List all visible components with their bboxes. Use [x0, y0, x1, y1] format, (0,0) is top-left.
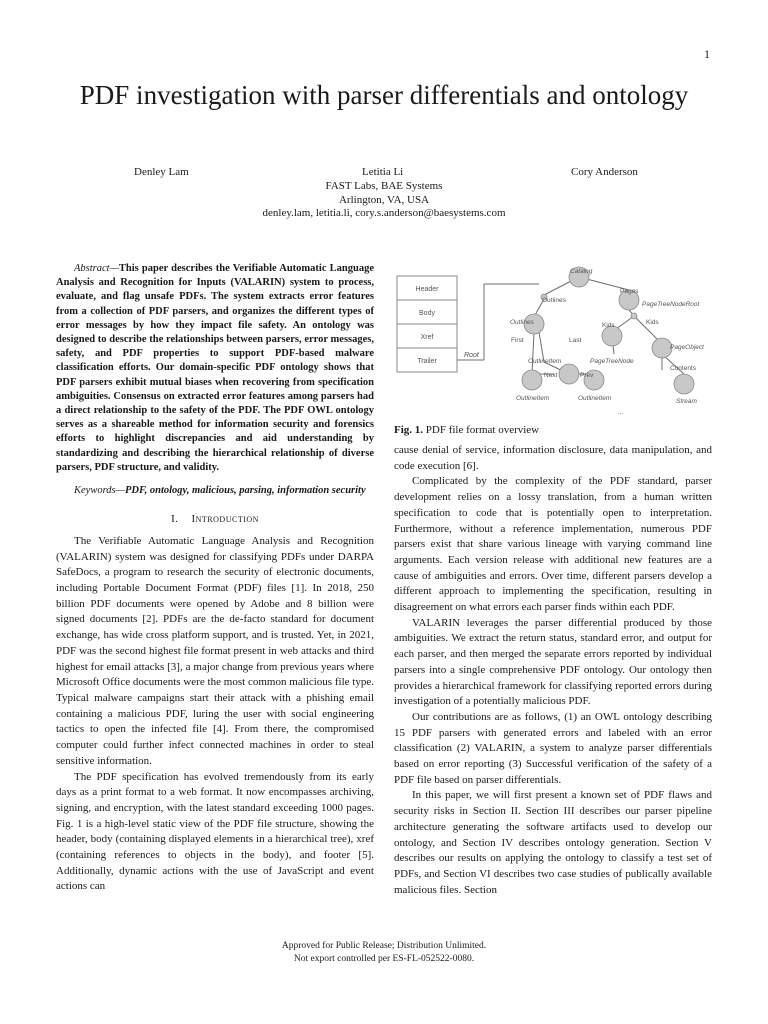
- label-last: Last: [569, 337, 582, 344]
- abstract-text: This paper describes the Verifiable Automatic Language Analysis and Recognition for Inputs (VALARIN) system to process, evaluate, and flag unsafe PDFs. The system extracts error features from a collection of PDF parsers, and organizes the different types of error messages by how they impact file safety. An ontology was designed to describe the relationships between parsers, error messages, safety, and PDF properties to support PDF-based malware classification efforts. Our domain-specific PDF ontology shows that PDF parsers exhibit mutual biases when recovering from specification ambiguities. Consensus on extracted error features among parsers had a direct relationship to the safety of the PDF. The PDF OWL ontology serves as a shareable method for information security and forensics efforts to highlight discrepancies and aid understanding by standardizing and describing the hierarchical relationship of diverse parsers, PDF structure, and validity.: [56, 263, 374, 473]
- paragraph: Complicated by the complexity of the PDF standard, parser development relies on a lossy translation, from a human written specification to code that is potentially open to interpretation. Furthermore, without a reference implementation, numerous PDF parsers exist that share various lineage with varying command line arguments. Each version release with additional new features are a cause of ambiguities and errors. Over time, different parsers develop a different approach to implementing the specification, resulting in disagreement on what errors each parser finds within each PDF.: [394, 475, 712, 614]
- label-catalog: Catalog: [570, 268, 593, 275]
- section-number: I.: [171, 513, 179, 526]
- label-contents: Contents: [670, 365, 697, 372]
- paragraph: In this paper, we will first present a known set of PDF flaws and security risks in Section II. Section III describes our parser pipeline architecture generating the software artifacts used to develop our ontology, and Section IV describes ontology generation. Section V describes our results on applying the ontology to classify a test set of PDFs, and Section VI describes two case studies of publically available malicious files. Section: [394, 789, 712, 896]
- label-page-object: PageObject: [670, 344, 704, 351]
- paragraph: VALARIN leverages the parser differential produced by those ambiguities. We extract the return status, standard error, and output for each parser, and then merged the separate errors reported by individual parsers into a single comprehensive PDF ontology. Our ontology then provides a hierarchical framework for classifying reported errors during investigation of a potentially malicious PDF.: [394, 616, 712, 708]
- affiliation: [180, 180, 588, 221]
- node-outline-item-left: [522, 370, 542, 390]
- node-stream: [674, 374, 694, 394]
- section-heading-introduction: [56, 512, 374, 528]
- paragraph: The PDF specification has evolved tremendously from its early days as a print format to a web format. It now encompasses archiving, signing, and encryption, with the latest standard exceeding 1000 pages. Fig. 1 is a high-level static view of the PDF file structure, showing the header, body (containing displayed elements in a hierarchical tree), xref (containing references to objects in the body), and footer [5]. Additionally, dynamic actions with the use of JavaScript and event actions can: [56, 770, 374, 893]
- author-1: Denley Lam: [134, 166, 189, 178]
- paragraph: Our contributions are as follows, (1) an OWL ontology describing 15 PDF parsers with generated errors and labeled with an error classification (2) VALARIN, a system to analyze parser differentials based on error reporting (3) Successful verification of the safety of a PDF file based on parser differentials.: [394, 710, 712, 786]
- figure-1: [394, 262, 712, 422]
- right-column: [394, 443, 712, 898]
- author-2: Letitia Li: [362, 166, 404, 178]
- node-kids: [631, 313, 637, 319]
- keywords-lead: Keywords—: [74, 485, 125, 497]
- label-first: First: [511, 337, 524, 344]
- keywords: [56, 484, 374, 498]
- figure-caption: [394, 424, 539, 436]
- figure-caption-text: PDF file format overview: [425, 424, 540, 436]
- label-ellipsis: ...: [618, 409, 624, 416]
- footer-line-2: Not export controlled per ES-FL-052522-0080.: [293, 954, 475, 964]
- section-title: Introduction: [191, 513, 259, 526]
- file-part-trailer: Trailer: [417, 358, 437, 365]
- label-page-tree-node: PageTreeNode: [590, 358, 634, 365]
- affiliation-location: Arlington, VA, USA: [338, 193, 430, 206]
- page-number: 1: [704, 47, 710, 61]
- label-outline-item-left: OutlineItem: [516, 395, 550, 402]
- file-part-xref: Xref: [420, 334, 434, 341]
- abstract-lead: Abstract—: [74, 263, 119, 274]
- label-pages: Pages: [620, 288, 639, 295]
- author-3: Cory Anderson: [571, 166, 638, 178]
- keywords-text: PDF, ontology, malicious, parsing, information security: [124, 485, 366, 497]
- label-kids-2: Kids: [646, 319, 659, 326]
- file-part-body: Body: [419, 310, 435, 317]
- label-page-tree-root: PageTreeNodeRoot: [642, 301, 700, 308]
- page-footer: [180, 940, 588, 966]
- paragraph: The Verifiable Automatic Language Analysis and Recognition (VALARIN) system was designed for classifying PDFs under DARPA SafeDocs, a program to research the security of electronic documents, including Portable Document Format (PDF) files [1]. In 2018, 250 billion PDF documents were opened by Adobe and 8 billion were signed documents [2]. PDFs are the de-facto standard for document exchange, has wide cross platform support, and is trusted. Yet, in 2021, PDF was the second highest file format present in web attacks and third highest for email attacks [3], a major change from previous years where Microsoft Office documents were the most common malicious file type. Typical malware campaigns start their attack with a phishing email containing a malicious PDF, luring the user with social engineering tactics to open the infected file [4]. From there, the compromised computer could further infect connected machines in order to steal sensitive information.: [56, 534, 374, 767]
- paper-title: PDF investigation with parser differentials and ontology: [79, 80, 689, 110]
- label-next: Next: [544, 372, 558, 379]
- root-label: Root: [464, 352, 479, 359]
- node-page-tree-node: [602, 326, 622, 346]
- label-outlines-italic: Outlines: [510, 319, 534, 326]
- node-outline-item-mid: [559, 364, 579, 384]
- label-stream: Stream: [676, 398, 697, 405]
- pdf-structure-diagram: [394, 262, 712, 422]
- abstract: [56, 262, 374, 475]
- label-outline-item-mid: OutlineItem: [528, 358, 562, 365]
- node-page-object: [652, 338, 672, 358]
- label-prev: Prev: [580, 372, 594, 379]
- footer-line-1: Approved for Public Release; Distribution Unlimited.: [281, 941, 487, 951]
- file-part-header: Header: [415, 286, 439, 293]
- left-column: [56, 262, 374, 895]
- affiliation-org: FAST Labs, BAE Systems: [325, 180, 443, 192]
- figure-caption-label: Fig. 1.: [394, 424, 424, 436]
- paragraph: cause denial of service, information disclosure, data manipulation, and code execution [6].: [394, 444, 712, 472]
- label-kids-1: Kids: [602, 322, 615, 329]
- label-outline-item-right: OutlineItem: [578, 395, 612, 402]
- label-outlines: Outlines: [542, 297, 566, 304]
- affiliation-emails: denley.lam, letitia.li, cory.s.anderson@baesystems.com: [262, 207, 506, 219]
